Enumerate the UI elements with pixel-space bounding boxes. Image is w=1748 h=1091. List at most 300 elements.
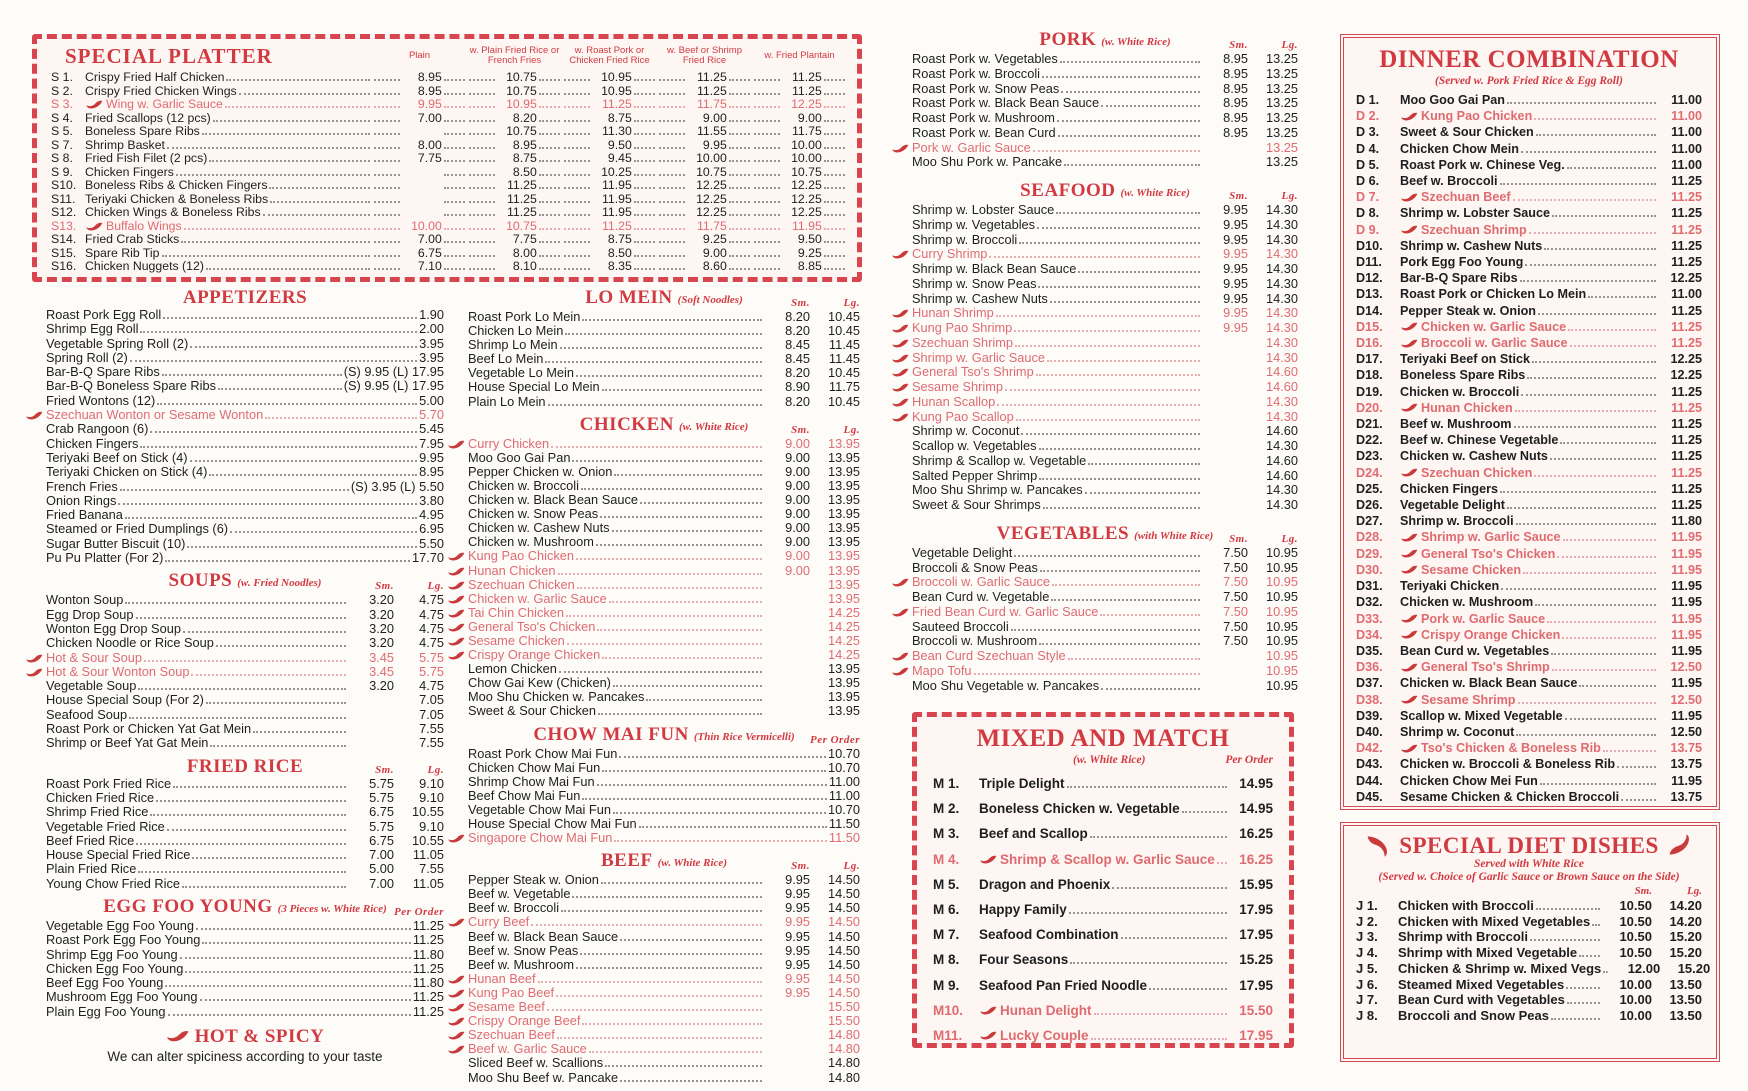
item-price-small: 3.20 xyxy=(369,635,394,651)
item-name: House Special Fried Rice xyxy=(46,847,191,863)
dot-leader xyxy=(191,674,346,676)
item-price: 8.35 xyxy=(607,259,632,273)
item-name: Chicken Chow Mei Fun xyxy=(1400,773,1538,788)
item-price-large: 14.30 xyxy=(1265,246,1298,262)
dot-leader xyxy=(1500,183,1656,185)
item-name: Pork w. Garlic Sauce xyxy=(912,139,1031,155)
item-price: 17.70 xyxy=(411,550,444,566)
dot-leader xyxy=(1518,702,1657,704)
item-price-large: 13.95 xyxy=(827,520,860,536)
dot-leader xyxy=(209,474,417,476)
item-price-small: 9.95 xyxy=(785,928,810,944)
menu-item xyxy=(468,395,860,409)
dot-leader xyxy=(1005,389,1200,391)
item-name: Roast Pork Fried Rice xyxy=(46,775,172,791)
chili-icon xyxy=(1401,403,1418,412)
item-price: 11.95 xyxy=(1671,676,1702,691)
item-number: D24. xyxy=(1356,465,1383,480)
item-number: M 5. xyxy=(933,876,960,892)
item-price-small: 8.95 xyxy=(1223,110,1248,125)
menu-item xyxy=(468,662,860,676)
chili-icon xyxy=(892,309,909,318)
item-name: Wonton Soup xyxy=(46,592,124,608)
chili-icon xyxy=(980,855,997,864)
item-price: 11.25 xyxy=(1671,174,1702,189)
item-price-large: 13.25 xyxy=(1265,139,1298,155)
item-price-small: 9.00 xyxy=(785,492,810,508)
item-name: Szechuan Shrimp xyxy=(912,334,1014,350)
item-name: Szechuan Wonton or Sesame Wonton xyxy=(46,407,264,423)
price-cell xyxy=(467,125,562,139)
chili-icon xyxy=(892,608,909,617)
item-price-large: 10.95 xyxy=(1265,603,1298,619)
dot-leader xyxy=(209,160,370,162)
menu-item xyxy=(468,648,860,662)
chili-icon xyxy=(1401,225,1418,234)
item-number: D10. xyxy=(1356,238,1383,253)
item-price: 11.00 xyxy=(1671,93,1702,107)
item-price-large: 10.95 xyxy=(1265,677,1298,693)
item-name: Shrimp & Scallop w. Garlic Sauce xyxy=(1000,851,1215,867)
dot-leader xyxy=(138,688,346,690)
menu-item xyxy=(46,848,444,862)
dot-leader xyxy=(1551,1018,1600,1020)
menu-item xyxy=(912,439,1298,454)
dot-leader xyxy=(613,685,762,687)
chili-icon xyxy=(892,398,909,407)
dot-leader xyxy=(150,814,346,816)
section-fried-rice xyxy=(46,757,444,891)
menu-item xyxy=(912,649,1298,664)
item-price-large: 13.50 xyxy=(1669,992,1702,1008)
item-price-small: 5.75 xyxy=(369,818,394,834)
item-name: Kung Pao Chicken xyxy=(1421,109,1533,124)
item-price: 3.95 xyxy=(419,335,444,351)
column-header-plain-fried-rice: w. Plain Fried Rice or French Fries xyxy=(469,44,560,66)
price-cell xyxy=(562,71,657,85)
price-cell xyxy=(657,112,752,126)
dot-leader xyxy=(1516,734,1656,736)
price-cell xyxy=(562,98,657,112)
dot-leader xyxy=(639,826,827,828)
item-price: 11.25 xyxy=(506,178,537,192)
dot-leader xyxy=(1078,271,1200,273)
item-price: 11.50 xyxy=(828,816,860,831)
section-pork xyxy=(912,30,1298,170)
item-price: 10.75 xyxy=(506,70,537,84)
item-price-large: 14.50 xyxy=(827,942,860,958)
chili-icon xyxy=(448,834,465,843)
price-cell xyxy=(657,85,752,99)
item-price: 11.95 xyxy=(1671,562,1702,577)
item-number: J 7. xyxy=(1356,992,1378,1008)
item-name: Chicken & Shrimp w. Mixed Vegs xyxy=(1398,960,1602,976)
item-name: Roast Pork w. Chinese Veg. xyxy=(1400,157,1565,172)
item-name: Curry Beef xyxy=(468,914,530,930)
dot-leader xyxy=(1040,570,1200,572)
menu-item xyxy=(912,82,1298,97)
item-name: Beef w. Broccoli xyxy=(1400,174,1498,189)
item-price-small: 5.75 xyxy=(369,775,394,791)
item-price-large: 13.95 xyxy=(827,548,860,564)
dot-leader xyxy=(1603,971,1608,973)
menu-item xyxy=(912,141,1298,156)
item-price: 9.45 xyxy=(607,151,632,165)
section-title-fried-rice: FRIED RICE Sm. Lg. xyxy=(186,755,444,777)
menu-item xyxy=(912,292,1298,307)
item-price-large: 11.75 xyxy=(828,379,860,395)
item-price: 11.95 xyxy=(791,218,822,233)
item-price: 11.25 xyxy=(1671,384,1702,399)
menu-item xyxy=(51,125,847,139)
item-price-small: 7.50 xyxy=(1223,633,1248,649)
dot-leader xyxy=(129,717,346,719)
price-cell xyxy=(752,152,847,166)
item-price: 11.80 xyxy=(412,975,444,991)
item-price-small: 8.95 xyxy=(1223,124,1248,140)
dot-leader xyxy=(600,516,762,518)
item-name: Boneless Spare Ribs xyxy=(1400,368,1526,383)
item-price: 11.00 xyxy=(828,787,860,803)
menu-item xyxy=(1356,189,1702,205)
item-price: 11.95 xyxy=(1671,643,1702,658)
item-price: 10.75 xyxy=(506,83,537,98)
item-name: Chicken Fingers xyxy=(1400,481,1498,496)
chili-icon xyxy=(448,1031,465,1040)
dot-leader xyxy=(545,361,762,363)
dot-leader xyxy=(1016,419,1200,421)
item-name: Shrimp Egg Foo Young xyxy=(46,946,178,962)
dot-leader xyxy=(1525,264,1656,266)
item-name: Sesame Chicken & Chicken Broccoli xyxy=(1400,789,1620,804)
item-price-large: 11.05 xyxy=(412,875,444,891)
mixed-and-match-panel xyxy=(912,712,1294,1048)
menu-item xyxy=(46,465,444,479)
item-name: Kung Pao Scallop xyxy=(912,408,1014,424)
item-price-large: 14.50 xyxy=(827,928,860,944)
item-price: 11.50 xyxy=(828,830,860,846)
item-name: Boneless Ribs & Chicken Fingers xyxy=(85,178,268,192)
item-price: 12.25 xyxy=(1670,368,1702,383)
item-price-large: 13.25 xyxy=(1265,51,1298,66)
item-name: Beef w. Garlic Sauce xyxy=(468,1041,587,1057)
item-price-large: 10.45 xyxy=(827,365,860,381)
item-name: Roast Pork w. Black Bean Sauce xyxy=(912,95,1100,111)
menu-item xyxy=(933,796,1273,821)
dot-leader xyxy=(1536,134,1656,136)
dot-leader xyxy=(612,530,762,532)
menu-item xyxy=(468,1056,860,1070)
menu-item xyxy=(46,394,444,408)
dot-leader xyxy=(531,924,762,926)
item-price-large: 14.30 xyxy=(1265,216,1298,232)
item-price: 11.00 xyxy=(1671,157,1702,172)
menu-item xyxy=(1356,992,1702,1008)
item-price-large: 13.50 xyxy=(1669,1007,1702,1023)
item-name: Sweet & Sour Chicken xyxy=(468,703,597,719)
size-labels: Sm. Lg. xyxy=(1229,532,1298,545)
item-number: M11. xyxy=(933,1028,963,1044)
price-cell xyxy=(562,193,657,207)
item-number: J 2. xyxy=(1356,913,1378,929)
dot-leader xyxy=(1552,215,1656,217)
price-cell xyxy=(562,125,657,139)
item-name: Roast Pork w. Mushroom xyxy=(912,110,1055,125)
special-platter-header xyxy=(51,44,847,68)
item-price: 17.95 xyxy=(1239,927,1273,943)
menu-item xyxy=(51,139,847,153)
item-name: Plain Egg Foo Young xyxy=(46,1003,166,1019)
item-price-small: 9.95 xyxy=(785,970,810,986)
hot-spicy-legend xyxy=(46,1027,444,1064)
item-price: 11.25 xyxy=(1671,498,1702,513)
menu-item xyxy=(468,930,860,944)
item-price: 11.25 xyxy=(1671,449,1702,464)
item-name: Roast Pork w. Snow Peas xyxy=(912,80,1060,96)
item-number: D29. xyxy=(1356,546,1383,561)
menu-item xyxy=(1356,319,1702,335)
item-price: 8.85 xyxy=(797,259,822,273)
item-name: Hunan Scallop xyxy=(912,393,996,409)
item-name: Scallop w. Mixed Vegetable xyxy=(1400,708,1563,723)
item-price-small: 7.00 xyxy=(369,875,394,891)
menu-item xyxy=(46,379,444,393)
chili-icon xyxy=(892,250,909,259)
menu-item xyxy=(46,522,444,536)
item-name: Vegetable Egg Foo Young xyxy=(46,917,195,933)
item-name: Steamed or Fried Dumplings (6) xyxy=(46,521,229,537)
price-cell xyxy=(752,71,847,85)
item-name: Chicken w. Broccoli & Boneless Rib xyxy=(1400,757,1616,772)
item-price-small: 8.45 xyxy=(785,337,810,353)
item-name: Crispy Fried Chicken Wings xyxy=(85,83,237,98)
menu-item xyxy=(468,564,860,578)
dot-leader xyxy=(1043,507,1200,509)
item-name: Mapo Tofu xyxy=(912,662,972,678)
item-price: 17.95 xyxy=(1239,977,1273,993)
item-price-large: 14.50 xyxy=(827,872,860,888)
dot-leader xyxy=(605,1065,762,1067)
item-price: 9.95 xyxy=(419,449,444,465)
price-cell xyxy=(372,85,467,99)
item-price-large: 4.75 xyxy=(419,635,444,651)
section-title-lo-mein: LO MEIN (Soft Noodles) Sm. Lg. xyxy=(585,287,860,309)
item-price: 14.95 xyxy=(1239,776,1273,791)
menu-item xyxy=(468,873,860,887)
menu-item xyxy=(912,351,1298,366)
item-price-small: 10.00 xyxy=(1619,992,1652,1008)
item-price: 11.25 xyxy=(412,1003,444,1019)
item-name: Lucky Couple xyxy=(1000,1028,1089,1044)
item-price: 10.00 xyxy=(411,218,442,233)
item-price-small: 10.50 xyxy=(1619,929,1652,945)
item-price: 12.25 xyxy=(696,191,727,206)
item-name: Pepper Steak w. Onion xyxy=(468,872,599,888)
price-cell xyxy=(562,247,657,261)
dot-leader xyxy=(239,93,370,95)
item-price-large: 4.75 xyxy=(419,606,444,622)
menu-item xyxy=(468,606,860,620)
item-number: D11. xyxy=(1356,255,1382,270)
item-price-large: 14.50 xyxy=(827,914,860,930)
price-cell xyxy=(562,152,657,166)
item-name: Hunan Delight xyxy=(1000,1002,1092,1018)
menu-item xyxy=(1356,384,1702,400)
item-number: D14. xyxy=(1356,303,1383,318)
item-price-small: 9.95 xyxy=(785,942,810,958)
dot-leader xyxy=(1532,361,1656,363)
item-price: 11.25 xyxy=(412,917,444,933)
price-cell xyxy=(657,125,752,139)
item-price: 10.95 xyxy=(601,83,632,98)
item-name: Shrimp w. Coconut xyxy=(912,423,1020,439)
item-price-large: 11.05 xyxy=(412,847,444,863)
item-price-large: 14.20 xyxy=(1669,913,1702,929)
dot-leader xyxy=(1551,653,1656,655)
item-price-small: 8.20 xyxy=(785,309,810,324)
menu-item xyxy=(1356,692,1702,708)
menu-item xyxy=(468,310,860,324)
hot-spicy-note: We can alter spiciness according to your taste xyxy=(107,1049,383,1065)
menu-item xyxy=(468,803,860,817)
per-order-label: Per Order xyxy=(809,733,860,746)
item-price-small: 9.00 xyxy=(785,435,810,451)
dot-leader xyxy=(165,560,410,562)
item-price: 10.00 xyxy=(791,151,822,165)
dot-leader xyxy=(1036,374,1200,376)
menu-item xyxy=(1356,756,1702,772)
price-cell xyxy=(467,98,562,112)
item-number: S 9. xyxy=(51,164,73,179)
dinner-combination-items xyxy=(1356,92,1702,805)
item-price: 9.50 xyxy=(607,137,632,152)
item-price: 8.10 xyxy=(512,259,537,273)
dot-leader xyxy=(1535,604,1656,606)
item-price-small: 9.95 xyxy=(1223,320,1248,335)
item-number: D 6. xyxy=(1356,174,1380,189)
item-price: 11.25 xyxy=(1671,417,1702,432)
size-labels: Sm. Lg. xyxy=(1229,190,1298,202)
chili-icon xyxy=(86,222,103,231)
item-price: 11.25 xyxy=(412,960,444,976)
item-price-large: 14.60 xyxy=(1265,379,1298,394)
item-price: 7.75 xyxy=(417,151,442,165)
item-price-large: 15.50 xyxy=(827,1013,860,1029)
chili-icon xyxy=(448,623,465,632)
item-price: 11.55 xyxy=(696,124,727,138)
item-price-large: 13.95 xyxy=(827,562,860,578)
item-price-large: 13.95 xyxy=(827,435,860,451)
item-name: Tai Chin Chicken xyxy=(468,604,565,620)
item-price: 11.25 xyxy=(412,932,444,948)
item-price: 8.20 xyxy=(512,110,537,125)
dot-leader xyxy=(1603,750,1656,752)
item-price-large: 9.10 xyxy=(419,789,444,805)
item-price: 11.25 xyxy=(506,191,537,206)
chili-icon xyxy=(448,989,465,998)
item-price: 6.95 xyxy=(419,521,444,537)
menu-item xyxy=(912,262,1298,277)
item-name: Roast Pork Chow Mai Fun xyxy=(468,745,618,761)
item-price: (S) 3.95 (L) 5.50 xyxy=(350,478,444,494)
dot-leader xyxy=(1094,1013,1228,1015)
item-price-small: 9.00 xyxy=(785,463,810,479)
item-name: Four Seasons xyxy=(979,952,1069,968)
item-number: M 9. xyxy=(933,977,960,993)
item-price-small: 8.95 xyxy=(1223,51,1248,66)
menu-item xyxy=(1356,708,1702,724)
dot-leader xyxy=(144,660,346,662)
item-name: Shrimp with Mixed Vegetable xyxy=(1398,945,1578,961)
chili-icon xyxy=(448,567,465,576)
item-price-large: 14.80 xyxy=(827,1069,860,1085)
item-name: Bean Curd w. Vegetable xyxy=(912,589,1050,604)
item-number: D44. xyxy=(1356,773,1383,788)
dot-leader xyxy=(619,756,826,758)
dot-leader xyxy=(185,971,411,973)
item-name: Plain Fried Rice xyxy=(46,861,137,877)
item-price: 12.25 xyxy=(1670,271,1702,286)
item-number: J 6. xyxy=(1356,976,1378,992)
item-price: 11.25 xyxy=(696,70,727,84)
item-price: 11.25 xyxy=(1671,190,1702,205)
item-name: Triple Delight xyxy=(979,776,1065,791)
item-price-large: 14.20 xyxy=(1669,898,1702,913)
item-number: D 3. xyxy=(1356,125,1380,140)
menu-item xyxy=(912,679,1298,694)
menu-item xyxy=(1356,238,1702,254)
dot-leader xyxy=(1149,988,1227,990)
item-price-large: 14.30 xyxy=(1265,261,1298,276)
item-name: General Tso's Shrimp xyxy=(1421,660,1550,675)
item-price-small: 9.00 xyxy=(785,506,810,522)
chili-icon xyxy=(26,668,43,677)
item-name: Boneless Chicken w. Vegetable xyxy=(979,801,1180,817)
item-name: Roast Pork Egg Roll xyxy=(46,307,162,322)
item-price: 12.50 xyxy=(1670,660,1702,675)
item-name: Bar-B-Q Spare Ribs xyxy=(1400,271,1518,286)
dot-leader xyxy=(182,886,346,888)
item-price: 11.25 xyxy=(1671,255,1702,270)
item-price: 11.95 xyxy=(1671,708,1702,723)
item-number: D40. xyxy=(1356,724,1383,739)
menu-item xyxy=(912,365,1298,380)
price-cell xyxy=(467,139,562,153)
dot-leader xyxy=(1523,572,1656,574)
dot-leader xyxy=(1051,599,1200,601)
menu-item xyxy=(1356,351,1702,367)
item-name: Moo Shu Vegetable w. Pancakes xyxy=(912,677,1100,693)
item-price-small: 6.75 xyxy=(369,804,394,820)
menu-item xyxy=(1356,789,1702,805)
section-title-special-platter: SPECIAL PLATTER xyxy=(65,44,273,68)
item-name: Hunan Chicken xyxy=(1421,400,1513,415)
item-name: Shrimp w. Lobster Sauce xyxy=(1400,206,1550,221)
dot-leader xyxy=(1588,296,1656,298)
item-price-small: 8.20 xyxy=(785,323,810,339)
dot-leader xyxy=(1544,248,1656,250)
item-number: D26. xyxy=(1356,498,1383,513)
menu-item xyxy=(1356,929,1702,945)
item-name: Fried Wontons (12) xyxy=(46,392,156,408)
menu-item xyxy=(468,915,860,929)
chili-icon xyxy=(892,354,909,363)
item-price-large: 10.95 xyxy=(1265,559,1298,575)
dot-leader xyxy=(614,840,827,842)
menu-item xyxy=(46,622,444,636)
dot-leader xyxy=(1538,313,1656,315)
menu-item xyxy=(46,494,444,508)
